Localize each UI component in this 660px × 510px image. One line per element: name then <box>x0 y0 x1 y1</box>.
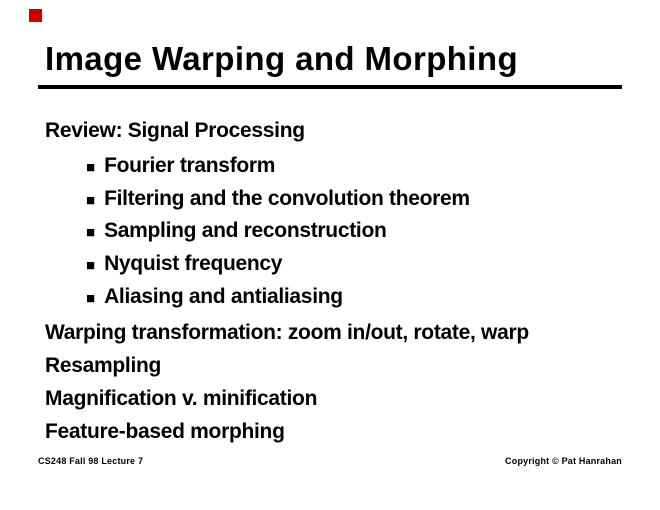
bullet-square-icon: ■ <box>86 224 96 241</box>
bullet-item-filtering-convolution <box>86 188 470 209</box>
outline-heading-magnification-minification: Magnification v. minification <box>45 387 318 410</box>
bullet-item-sampling-reconstruction <box>86 220 387 241</box>
bullet-square-icon: ■ <box>86 159 96 176</box>
slide-title: Image Warping and Morphing <box>45 40 518 77</box>
bullet-item-nyquist-frequency <box>86 253 282 274</box>
outline-heading-resampling: Resampling <box>45 354 162 377</box>
bullet-item-text: Sampling and reconstruction <box>104 219 387 242</box>
outline-heading-feature-based-morphing: Feature-based morphing <box>45 420 285 443</box>
footer-course-label: CS248 Fall 98 Lecture 7 <box>38 456 144 466</box>
bullet-item-text: Fourier transform <box>104 154 276 177</box>
bullet-square-icon: ■ <box>86 290 96 307</box>
bullet-item-aliasing-antialiasing <box>86 286 343 307</box>
bullet-item-text: Filtering and the convolution theorem <box>104 187 470 210</box>
record-indicator-square <box>29 9 42 22</box>
bullet-item-text: Nyquist frequency <box>104 252 283 275</box>
title-underline-rule <box>38 85 622 89</box>
outline-heading-warping-transformation: Warping transformation: zoom in/out, rotate, warp <box>45 321 529 344</box>
bullet-item-text: Aliasing and antialiasing <box>104 285 343 308</box>
outline-heading-review: Review: Signal Processing <box>45 119 305 142</box>
bullet-square-icon: ■ <box>86 192 96 209</box>
bullet-square-icon: ■ <box>86 257 96 274</box>
footer-copyright: Copyright © Pat Hanrahan <box>505 456 622 466</box>
bullet-item-fourier-transform <box>86 155 275 176</box>
